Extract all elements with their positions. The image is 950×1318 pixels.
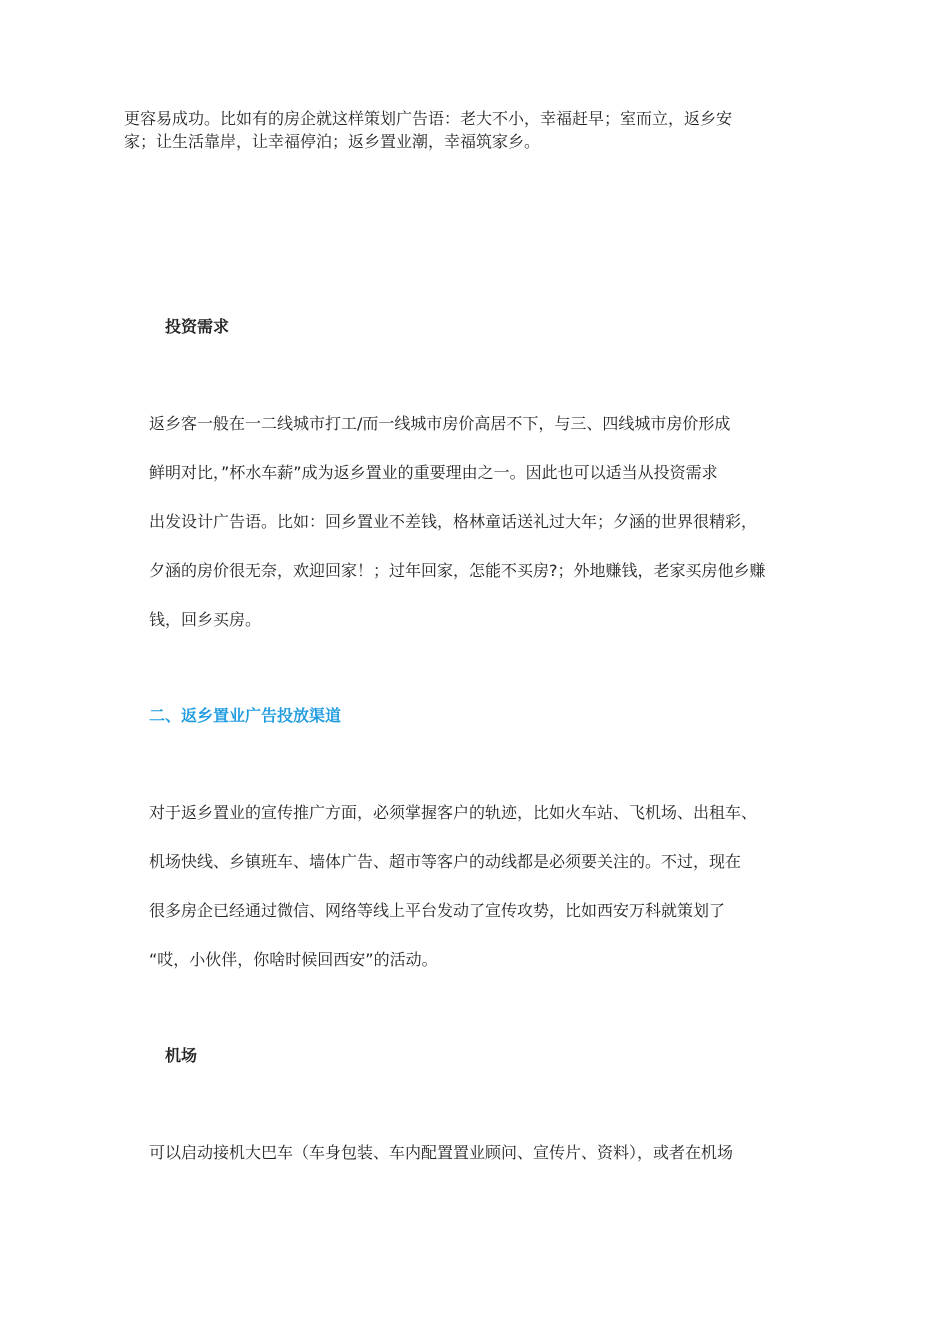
paragraph-line: 返乡客一般在一二线城市打工/而一线城市房价高居不下，与三、四线城市房价形成: [149, 414, 731, 433]
paragraph-line: “哎，小伙伴，你啥时候回西安”的活动。: [149, 950, 438, 969]
intro-paragraph: [124, 107, 814, 153]
paragraph-line: 出发设计广告语。比如：回乡置业不差钱，格林童话送礼过大年；夕涵的世界很精彩，: [149, 512, 758, 531]
intro-line: 家；让生活靠岸，让幸福停泊；返乡置业潮，幸福筑家乡。: [124, 132, 541, 151]
channels-section-title: 二、返乡置业广告投放渠道: [149, 706, 342, 725]
paragraph-line: 钱，回乡买房。: [149, 610, 262, 629]
airport-heading: 机场: [165, 1046, 198, 1065]
airport-paragraph: [149, 1142, 814, 1191]
paragraph-line: 机场快线、乡镇班车、墙体广告、超市等客户的动线都是必须要关注的。不过，现在: [149, 852, 742, 871]
channels-paragraph: [149, 802, 814, 998]
intro-line: 更容易成功。比如有的房企就这样策划广告语：老大不小，幸福赶早；室而立，返乡安: [124, 109, 733, 128]
paragraph-line: 鲜明对比，”杯水车薪”成为返乡置业的重要理由之一。因此也可以适当从投资需求: [149, 463, 718, 482]
investment-paragraph: [149, 413, 814, 658]
paragraph-line: 夕涵的房价很无奈，欢迎回家！；过年回家，怎能不买房?；外地赚钱，老家买房他乡赚: [149, 561, 766, 580]
paragraph-line: 可以启动接机大巴车（车身包装、车内配置置业顾问、宣传片、资料），或者在机场: [149, 1143, 734, 1162]
paragraph-line: 对于返乡置业的宣传推广方面，必须掌握客户的轨迹，比如火车站、飞机场、出租车、: [149, 803, 758, 822]
investment-heading: 投资需求: [165, 317, 230, 336]
paragraph-line: 很多房企已经通过微信、网络等线上平台发动了宣传攻势，比如西安万科就策划了: [149, 901, 726, 920]
